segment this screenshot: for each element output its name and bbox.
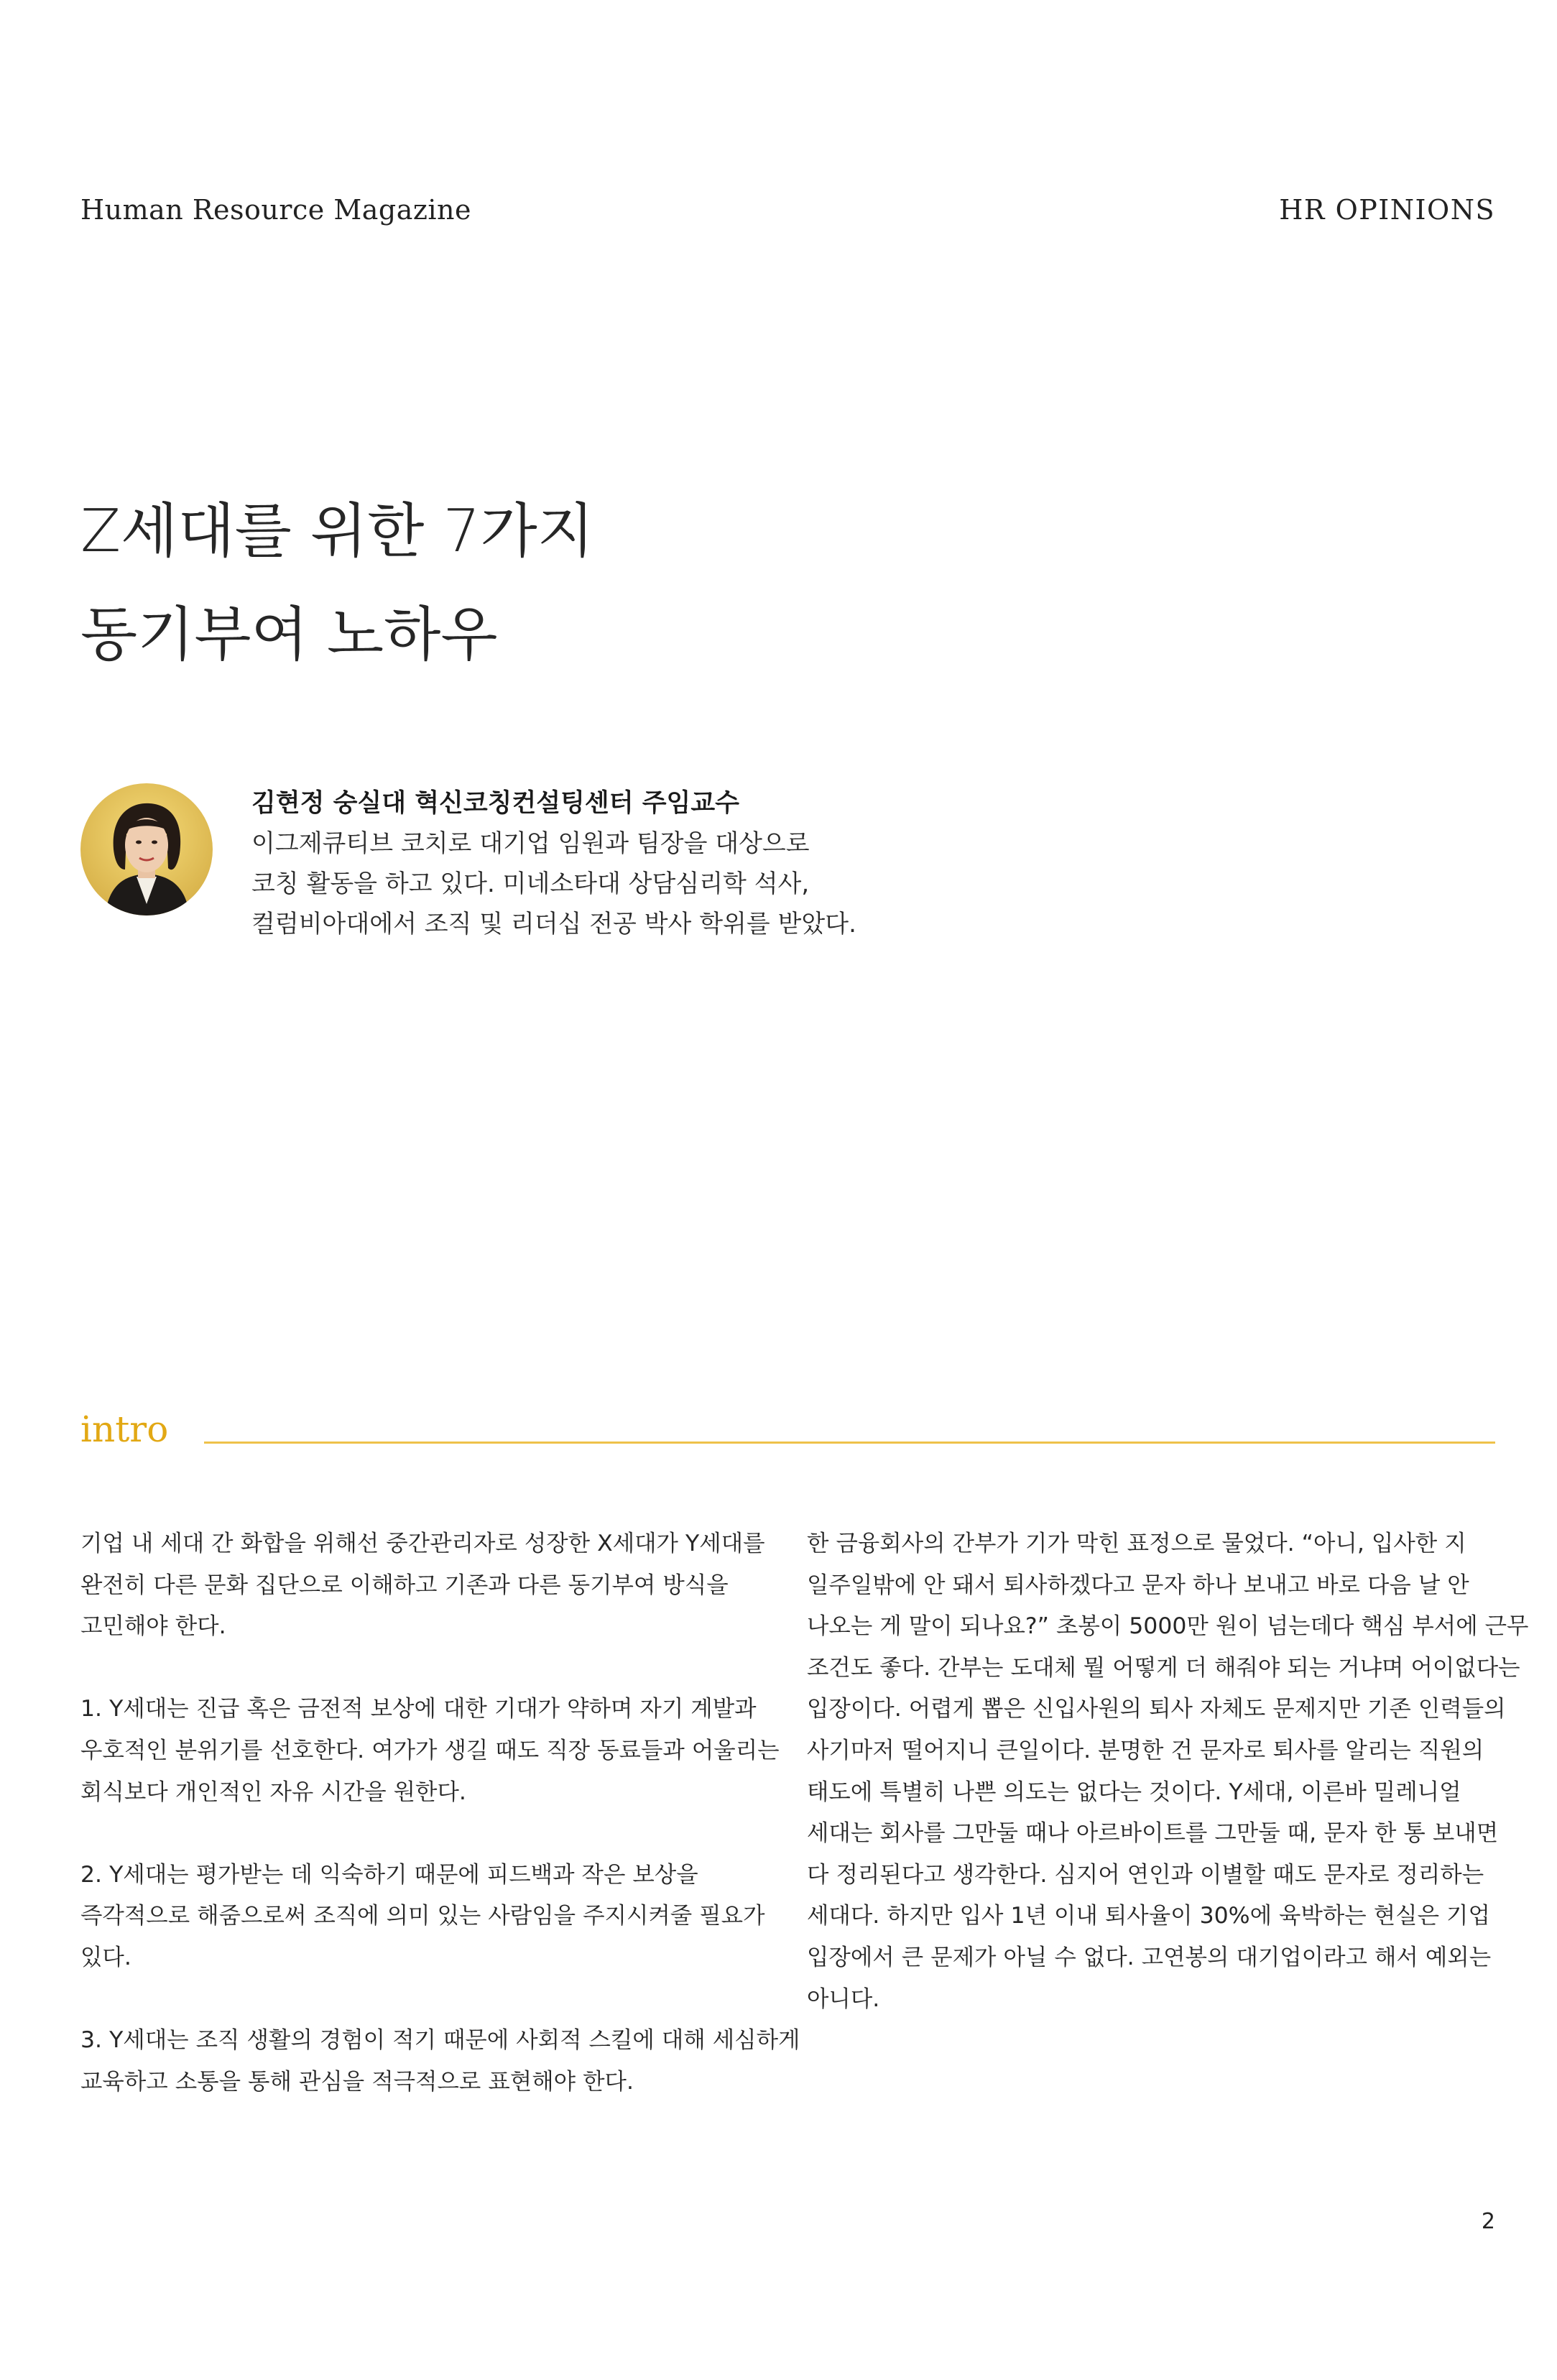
text-line: 완전히 다른 문화 집단으로 이해하고 기존과 다른 동기부여 방식을 bbox=[80, 1572, 729, 1598]
author-info bbox=[251, 783, 856, 944]
intro-heading bbox=[80, 1408, 1495, 1466]
author-block bbox=[80, 783, 1446, 938]
text-line: 아니다. bbox=[807, 1985, 880, 2012]
left-paragraph-4 bbox=[80, 2020, 800, 2103]
magazine-name: Human Resource Magazine bbox=[80, 194, 472, 226]
text-line: 3. Y세대는 조직 생활의 경험이 적기 때문에 사회적 스킬에 대해 세심하게 bbox=[80, 2027, 800, 2054]
text-line: 즉각적으로 해줌으로써 조직에 의미 있는 사람임을 주지시켜줄 필요가 bbox=[80, 1903, 765, 1929]
text-line: 교육하고 소통을 통해 관심을 적극적으로 표현해야 한다. bbox=[80, 2068, 634, 2095]
text-line: 조건도 좋다. 간부는 도대체 뭘 어떻게 더 해줘야 되는 거냐며 어이없다는 bbox=[807, 1654, 1520, 1681]
intro-divider bbox=[204, 1442, 1495, 1444]
text-line: 다 정리된다고 생각한다. 심지어 연인과 이별할 때도 문자로 정리하는 bbox=[807, 1861, 1484, 1888]
text-line: 2. Y세대는 평가받는 데 익숙하기 때문에 피드백과 작은 보상을 bbox=[80, 1861, 698, 1888]
title-line-2: 동기부여 노하우 bbox=[80, 601, 498, 669]
text-line: 회식보다 개인적인 자유 시간을 원한다. bbox=[80, 1779, 466, 1805]
left-paragraph-2 bbox=[80, 1689, 785, 1813]
author-bio-line: 컬럼비아대에서 조직 및 리더십 전공 박사 학위를 받았다. bbox=[251, 910, 856, 938]
text-line: 태도에 특별히 나쁜 의도는 없다는 것이다. Y세대, 이른바 밀레니얼 bbox=[807, 1779, 1461, 1805]
author-name: 김현정 숭실대 혁신코칭컨설팅센터 주임교수 bbox=[251, 789, 739, 818]
page-number: 2 bbox=[1481, 2209, 1495, 2234]
text-line: 우호적인 분위기를 선호한다. 여가가 생길 때도 직장 동료들과 어울리는 bbox=[80, 1737, 780, 1763]
author-avatar bbox=[80, 783, 213, 915]
text-line: 입장이다. 어렵게 뽑은 신입사원의 퇴사 자체도 문제지만 기존 인력들의 bbox=[807, 1696, 1506, 1722]
left-column bbox=[80, 1523, 800, 2103]
section-label: HR OPINIONS bbox=[1279, 194, 1495, 226]
text-line: 세대는 회사를 그만둘 때나 아르바이트를 그만둘 때, 문자 한 통 보내면 bbox=[807, 1820, 1499, 1847]
text-line: 사기마저 떨어지니 큰일이다. 분명한 건 문자로 퇴사를 알리는 직원의 bbox=[807, 1737, 1484, 1763]
text-line: 세대다. 하지만 입사 1년 이내 퇴사율이 30%에 육박하는 현실은 기업 bbox=[807, 1903, 1490, 1929]
author-portrait-image bbox=[80, 783, 213, 915]
left-paragraph-1 bbox=[80, 1523, 785, 1648]
right-column bbox=[807, 1523, 1529, 2020]
text-line: 기업 내 세대 간 화합을 위해선 중간관리자로 성장한 X세대가 Y세대를 bbox=[80, 1531, 765, 1556]
author-bio bbox=[251, 824, 856, 944]
author-bio-line: 코칭 활동을 하고 있다. 미네소타대 상담심리학 석사, bbox=[251, 870, 810, 898]
intro-label: intro bbox=[80, 1408, 169, 1450]
text-line: 입장에서 큰 문제가 아닐 수 없다. 고연봉의 대기업이라고 해서 예외는 bbox=[807, 1944, 1492, 1970]
title-line-1: Z세대를 위한 7가지 bbox=[80, 497, 594, 566]
article-title bbox=[80, 480, 594, 687]
text-line: 한 금융회사의 간부가 기가 막힌 표정으로 물었다. “아니, 입사한 지 bbox=[807, 1531, 1466, 1556]
text-line: 고민해야 한다. bbox=[80, 1613, 226, 1640]
left-paragraph-3 bbox=[80, 1855, 785, 1979]
author-bio-line: 이그제큐티브 코치로 대기업 임원과 팀장을 대상으로 bbox=[251, 829, 810, 858]
text-line: 있다. bbox=[80, 1944, 131, 1970]
right-paragraph bbox=[807, 1523, 1529, 2020]
text-line: 나오는 게 말이 되나요?” 초봉이 5000만 원이 넘는데다 핵심 부서에 근무 bbox=[807, 1613, 1529, 1640]
text-line: 1. Y세대는 진급 혹은 금전적 보상에 대한 기대가 약하며 자기 계발과 bbox=[80, 1696, 757, 1722]
text-line: 일주일밖에 안 돼서 퇴사하겠다고 문자 하나 보내고 바로 다음 날 안 bbox=[807, 1572, 1469, 1598]
